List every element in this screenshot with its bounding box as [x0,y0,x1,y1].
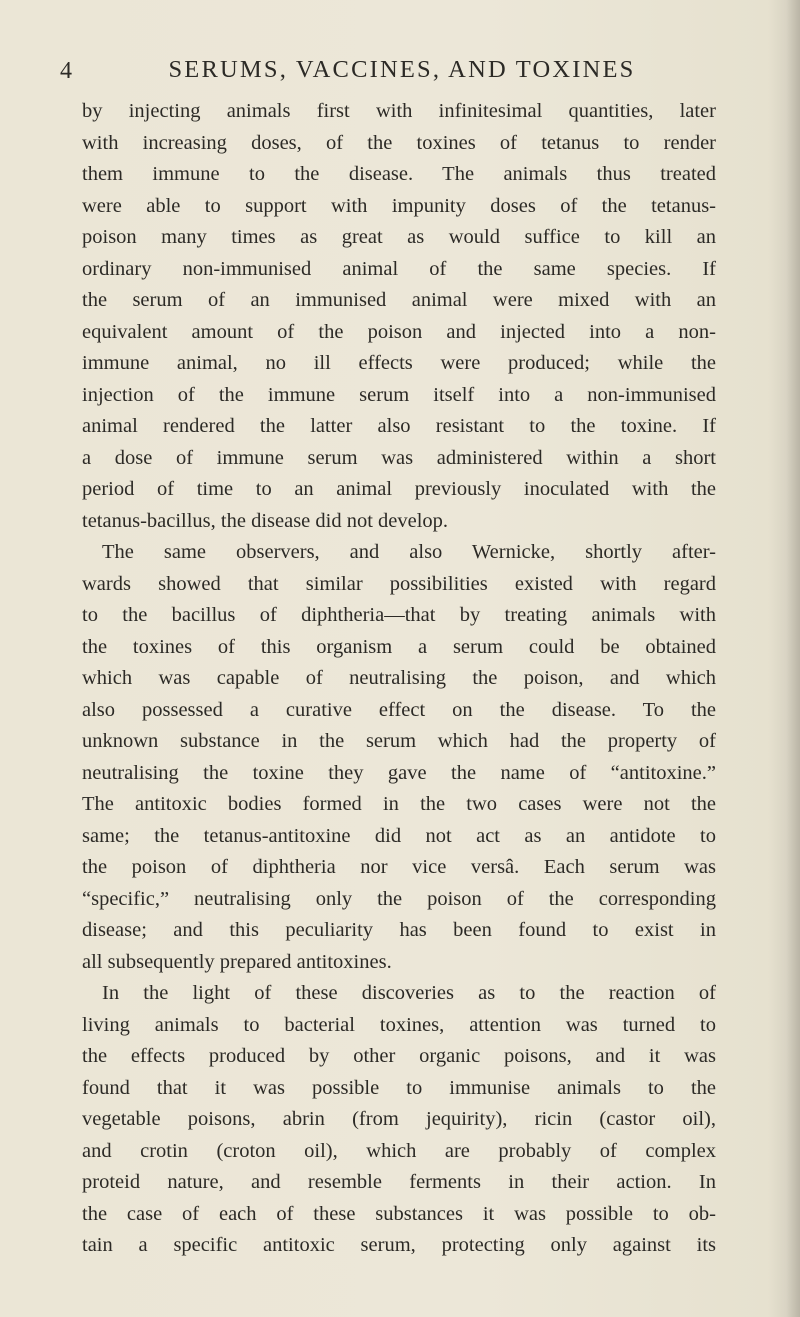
page-number: 4 [60,58,72,84]
text-line: The antitoxic bodies formed in the two cases were not the [82,793,716,815]
text-line: them immune to the disease. The animals thus treated [82,163,716,185]
text-line: vegetable poisons, abrin (from jequirity), ricin (castor oil), [82,1108,716,1130]
text-line: period of time to an animal previously inoculated with the [82,478,716,500]
text-line: to the bacillus of diphtheria—that by treating animals with [82,604,716,626]
body-text [82,96,716,1262]
text-line: neutralising the toxine they gave the name of “antitoxine.” [82,761,716,784]
text-line: equivalent amount of the poison and injected into a non- [82,320,716,343]
text-line: disease; and this peculiarity has been found to exist in [82,919,716,941]
text-line: “specific,” neutralising only the poison of the corresponding [82,887,716,910]
running-head [60,46,740,86]
text-line: and crotin (croton oil), which are probably of complex [82,1139,716,1162]
text-line: tetanus-bacillus, the disease did not develop. [82,509,449,532]
text-line: ordinary non-immunised animal of the same species. If [82,257,716,280]
text-line: wards showed that similar possibilities existed with regard [82,572,716,595]
text-line: same; the tetanus-antitoxine did not act as an antidote to [82,824,716,847]
text-line: by injecting animals first with infinitesimal quantities, later [82,100,716,122]
text-line: The same observers, and also Wernicke, shortly after- [102,541,716,563]
text-line: immune animal, no ill effects were produced; while the [82,352,716,374]
text-line: proteid nature, and resemble ferments in their action. In [82,1171,716,1193]
text-line: In the light of these discoveries as to the reaction of [102,982,716,1004]
text-line: tain a specific antitoxic serum, protecting only against its [82,1234,716,1256]
text-line: the toxines of this organism a serum could be obtained [82,635,716,658]
text-line: poison many times as great as would suffice to kill an [82,226,716,248]
text-line: which was capable of neutralising the poison, and which [82,667,716,689]
text-line: the poison of diphtheria nor vice versâ. Each serum was [82,856,716,878]
text-line: the case of each of these substances it was possible to ob- [82,1202,716,1225]
text-line: the effects produced by other organic poisons, and it was [82,1045,716,1067]
text-line: the serum of an immunised animal were mixed with an [82,289,716,311]
text-line: living animals to bacterial toxines, attention was turned to [82,1013,716,1036]
text-line: unknown substance in the serum which had the property of [82,730,716,752]
text-line: with increasing doses, of the toxines of tetanus to render [82,131,716,154]
text-line: all subsequently prepared antitoxines. [82,950,392,973]
text-line: found that it was possible to immunise animals to the [82,1076,716,1099]
text-line: were able to support with impunity doses of the tetanus- [82,194,716,217]
text-line: a dose of immune serum was administered within a short [82,446,716,469]
text-line: animal rendered the latter also resistant to the toxine. If [82,415,716,437]
text-line: injection of the immune serum itself into a non-immunised [82,383,716,406]
page-edge-shadow [786,0,800,1317]
running-title: SERUMS, VACCINES, AND TOXINES [168,56,636,83]
text-line: also possessed a curative effect on the disease. To the [82,698,716,721]
